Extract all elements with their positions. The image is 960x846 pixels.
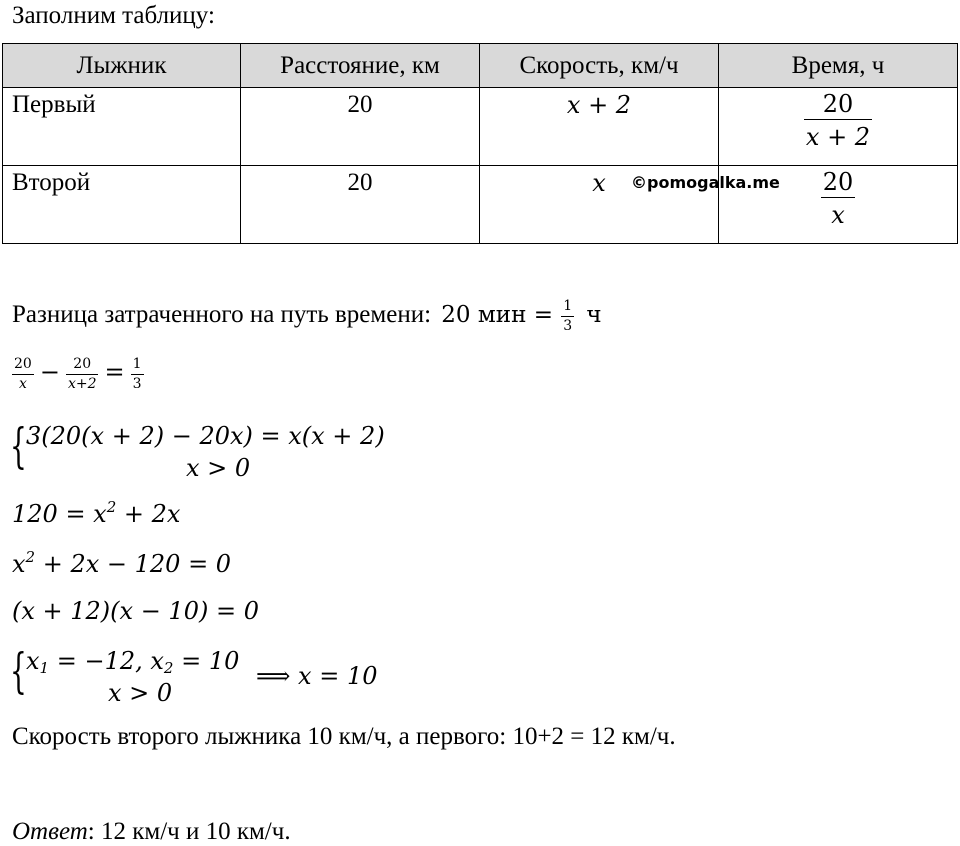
curly-brace-icon: {	[10, 643, 27, 699]
system-row-condition: x > 0	[108, 679, 173, 707]
fraction-denominator: x	[18, 376, 27, 392]
difference-unit: ч	[586, 302, 602, 329]
fraction-20-over-x-plus-2	[66, 356, 99, 393]
root-value: = −12, x	[49, 647, 164, 675]
fraction-denominator: x+2	[67, 376, 97, 392]
header-speed: Скорость, км/ч	[480, 44, 719, 88]
cell-time	[719, 88, 958, 166]
system-row-roots	[26, 647, 239, 677]
equation-fractions	[12, 356, 144, 393]
intro-text: Заполним таблицу:	[12, 2, 215, 29]
fraction-bar	[12, 374, 34, 375]
subscript: 1	[39, 659, 50, 677]
cell-speed	[480, 88, 719, 166]
time-fraction	[821, 167, 856, 232]
header-time: Время, ч	[719, 44, 958, 88]
cell-skier: Первый	[3, 88, 241, 166]
step-tail: + 2x	[116, 500, 181, 528]
speed-expression: x + 2	[566, 91, 632, 119]
one-third-fraction	[561, 298, 574, 335]
fraction-numerator: 1	[132, 356, 142, 372]
time-fraction	[804, 89, 872, 154]
table-row	[3, 166, 958, 244]
answer-text: : 12 км/ч и 10 км/ч.	[87, 818, 291, 845]
exponent: 2	[106, 498, 117, 516]
fraction-numerator: 20	[14, 356, 32, 372]
speed-expression: x	[592, 169, 606, 197]
equation-step-1	[12, 498, 180, 528]
subscript: 2	[163, 659, 174, 677]
answer-label: Ответ	[12, 818, 88, 845]
fraction-20-over-x	[12, 356, 34, 393]
cell-distance: 20	[241, 166, 480, 244]
watermark: ©pomogalka.me	[631, 173, 780, 192]
curly-brace-icon: {	[10, 418, 27, 474]
fraction-denominator: 3	[132, 376, 142, 392]
cell-distance: 20	[241, 88, 480, 166]
step-tail: + 2x − 120 = 0	[35, 550, 232, 578]
table-row	[3, 88, 958, 166]
equation-system-2	[10, 645, 410, 709]
header-skier: Лыжник	[3, 44, 241, 88]
implication: ⟹ x = 10	[256, 662, 378, 690]
step-text: x	[12, 550, 26, 578]
table-header-row	[3, 44, 958, 88]
difference-value: 20 мин =	[441, 302, 553, 329]
fraction-bar	[131, 374, 144, 375]
equals-sign: =	[104, 358, 125, 387]
conclusion-text: Скорость второго лыжника 10 км/ч, а первого: 10+2 = 12 км/ч.	[12, 723, 676, 750]
fraction-denominator: 3	[563, 318, 573, 334]
equation-system-1	[10, 420, 430, 484]
fraction-bar	[66, 374, 99, 375]
fraction-numerator: 20	[73, 356, 92, 372]
root-var: x	[26, 647, 40, 675]
equation-step-3: (x + 12)(x − 10) = 0	[12, 597, 259, 625]
fraction-numerator: 20	[822, 90, 854, 118]
root-value: = 10	[173, 647, 240, 675]
fraction-numerator: 20	[822, 168, 854, 196]
fraction-one-third	[131, 356, 144, 393]
system-row-condition: x > 0	[186, 454, 251, 482]
time-difference-line	[12, 298, 602, 335]
fraction-denominator: x	[831, 201, 845, 229]
minus-sign: −	[39, 358, 60, 387]
answer-line	[12, 818, 291, 846]
system-row-equation: 3(20(x + 2) − 20x) = x(x + 2)	[26, 422, 385, 450]
step-text: 120 = x	[12, 500, 107, 528]
cell-skier: Второй	[3, 166, 241, 244]
fraction-bar	[561, 316, 574, 317]
skiers-table	[2, 43, 958, 244]
equation-step-2	[12, 548, 231, 578]
difference-text: Разница затраченного на путь времени:	[12, 301, 432, 329]
fraction-numerator: 1	[563, 298, 573, 314]
exponent: 2	[25, 548, 36, 566]
fraction-denominator: x + 2	[805, 123, 871, 151]
header-distance: Расстояние, км	[241, 44, 480, 88]
